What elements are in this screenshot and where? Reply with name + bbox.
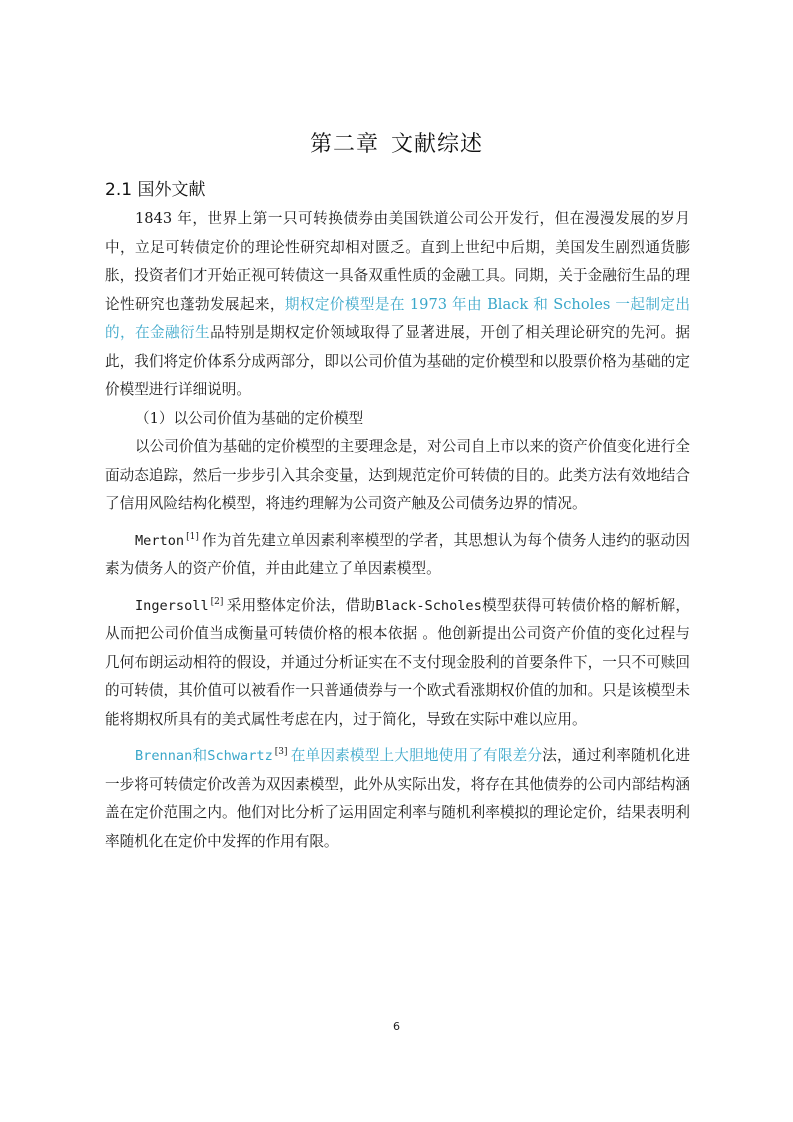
- highlighted-text: 在单因素模型上大胆地使用了有限差分: [290, 747, 543, 764]
- paragraph-merton: Merton [1] 作为首先建立单因素利率模型的学者，其思想认为每个债务人违约的驱动因素为债务人的资产价值，并由此建立了单因素模型。: [105, 531, 690, 577]
- paragraph-intro: 1843 年，世界上第一只可转换债券由美国铁道公司公开发行，但在漫漫发展的岁月中，立足可转债定价的理论性研究却相对匮乏。直到上世纪中后期，美国发生剧烈通货膨胀，投资者们才开始正视可转债这一具备双重性质的金融工具。同期，关于金融衍生品的理论性研究也蓬勃发展起来，期权定价模型是在 1973 年由 Black 和 Scholes 一起制定出的，在金融衍生品特别是期权定价领域取得了显著进展，开创了相关理论研究的先河。据此，我们将定价体系分成两部分，即以公司价值为基础的定价模型和以股票价格为基础的定价模型进行详细说明。: [105, 210, 690, 398]
- author-ingersoll: Ingersoll: [135, 597, 209, 614]
- author-schwartz: Schwartz: [207, 748, 273, 764]
- paragraph-brennan-schwartz: Brennan和Schwartz [3] 在单因素模型上大胆地使用了有限差分法，通过利率随机化进一步将可转债定价改善为双因素模型，此外从实际出发，将存在其他债券的公司内部结构涵盖在定价范围之内。他们对比分析了运用固定利率与随机利率模拟的理论定价，结果表明利率随机化在定价中发挥的作用有限。: [105, 747, 690, 850]
- highlighted-text: 期权定价模型是在 1973 年由 Black 和 Scholes 一起制定出的，在金融衍生: [105, 295, 690, 341]
- body-text: [105, 205, 690, 856]
- model-name: Black-Scholes: [375, 597, 482, 614]
- paragraph-company-value: 以公司价值为基础的定价模型的主要理念是，对公司自上市以来的资产价值变化进行全面动态追踪，然后一步步引入其余变量，达到规范定价可转债的目的。此类方法有效地结合了信用风险结构化模型，将违约理解为公司资产触及公司债务边界的情况。: [105, 438, 690, 512]
- subheading-company-value-model: （1）以公司价值为基础的定价模型: [135, 409, 364, 427]
- author-merton: Merton: [135, 532, 185, 549]
- chapter-title: [0, 128, 793, 162]
- section-heading: 2.1 国外文献: [105, 180, 206, 200]
- author-brennan: Brennan: [135, 748, 193, 764]
- chapter-name: 文献综述: [391, 132, 484, 157]
- page-number: 6: [393, 1020, 400, 1033]
- citation-1[interactable]: [1]: [186, 531, 199, 542]
- citation-3[interactable]: [3]: [274, 747, 288, 757]
- chapter-number: 第二章: [309, 132, 379, 157]
- paragraph-ingersoll: Ingersoll [2] 采用整体定价法，借助Black-Scholes模型获得可转债价格的解析解，从而把公司价值当成衡量可转债价格的根本依据 。他创新提出公司资产价值的变化过程与几何布朗运动相符的假设，并通过分析证实在不支付现金股利的首要条件下，一只不可赎回的可转债，其价值可以被看作一只普通债券与一个欧式看涨期权价值的加和。只是该模型未能将期权所具有的美式属性考虑在内，过于简化，导致在实际中难以应用。: [105, 596, 690, 728]
- citation-2[interactable]: [2]: [210, 596, 224, 607]
